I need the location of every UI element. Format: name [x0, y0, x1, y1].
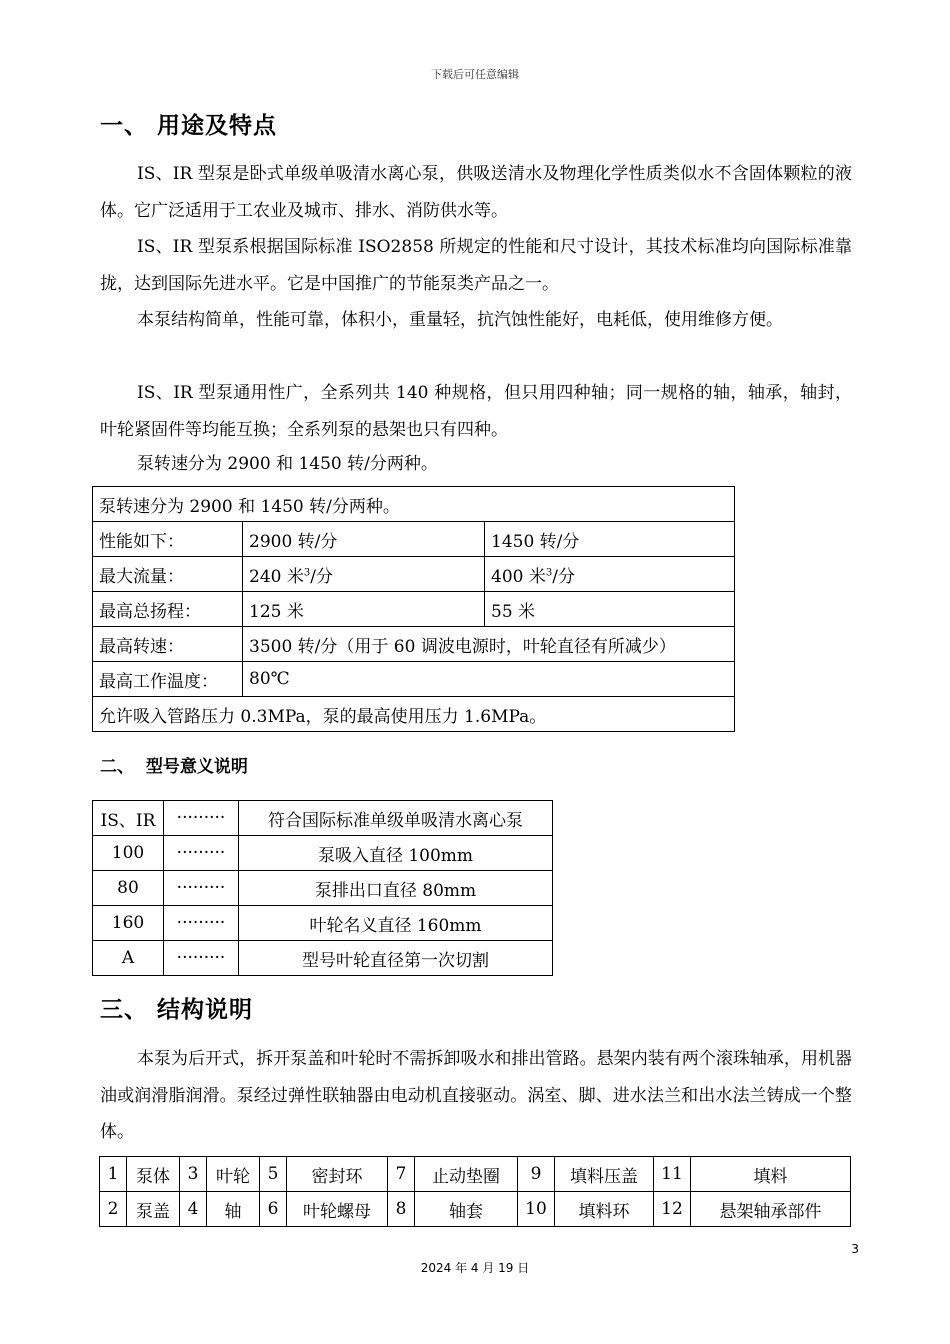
table-row: [93, 662, 735, 697]
table-cell: 9: [518, 1157, 555, 1192]
table-cell: 6: [260, 1192, 287, 1227]
table-cell: 10: [518, 1192, 555, 1227]
cell-text: 240 米: [249, 566, 304, 587]
table-row: [93, 906, 553, 941]
table-row: [93, 592, 735, 627]
table-row: [93, 697, 735, 732]
table-cell: 轴套: [415, 1192, 518, 1227]
table-row: [93, 522, 735, 557]
table-cell: 填料环: [555, 1192, 654, 1227]
table-cell: IS、IR: [93, 801, 164, 836]
table-cell: 160: [93, 906, 164, 941]
table-cell: ·········: [164, 906, 239, 941]
section1-paragraph-3: 本泵结构简单，性能可靠，体积小，重量轻，抗汽蚀性能好，电耗低，使用维修方便。: [137, 310, 783, 330]
page-header: 下载后可任意编辑: [431, 68, 519, 81]
table-cell: 最大流量：: [93, 557, 243, 592]
page-number: 3: [851, 1242, 859, 1256]
table-cell: [243, 557, 485, 592]
table-cell: 密封环: [287, 1157, 388, 1192]
cell-text: /分: [552, 566, 575, 587]
table-row: [93, 487, 735, 522]
table-cell: 100: [93, 836, 164, 871]
footer-date: 2024 年 4 月 19 日: [420, 1261, 530, 1275]
table-cell: 80℃: [243, 662, 735, 697]
table-cell: 5: [260, 1157, 287, 1192]
cell-text: /分: [310, 566, 333, 587]
table-cell: 12: [654, 1192, 691, 1227]
table-cell: ·········: [164, 871, 239, 906]
section3-paragraph: 本泵为后开式，拆开泵盖和叶轮时不需拆卸吸水和排出管路。悬架内装有两个滚珠轴承，用机器油或润滑脂润滑。泵经过弹性联轴器由电动机直接驱动。涡室、脚、进水法兰和出水法兰铸成一个整体。: [100, 1049, 852, 1142]
superscript: 3: [545, 566, 553, 578]
section1-paragraph-4: IS、IR 型泵通用性广，全系列共 140 种规格，但只用四种轴；同一规格的轴，轴承，轴封，叶轮紧固件等均能互换；全系列泵的悬架也只有四种。: [100, 383, 852, 440]
table-cell: 填料压盖: [555, 1157, 654, 1192]
table-cell: 叶轮名义直径 160mm: [239, 906, 553, 941]
section1-paragraph-1: IS、IR 型泵是卧式单级单吸清水离心泵，供吸送清水及物理化学性质类似水不含固体颗粒的液体。它广泛适用于工农业及城市、排水、消防供水等。: [100, 164, 852, 221]
table-cell: ·········: [164, 801, 239, 836]
section1-title: 一、 用途及特点: [100, 113, 278, 139]
table-cell: 性能如下：: [93, 522, 243, 557]
table-row: [100, 1192, 851, 1227]
table-cell: 4: [180, 1192, 207, 1227]
table-cell: 3: [180, 1157, 207, 1192]
table-row: [93, 627, 735, 662]
table-row: [100, 1157, 851, 1192]
table-row: [93, 871, 553, 906]
table-cell: 2900 转/分: [243, 522, 485, 557]
table-cell: 叶轮螺母: [287, 1192, 388, 1227]
table-cell: 泵盖: [127, 1192, 180, 1227]
table-row: [93, 557, 735, 592]
table-cell: 泵吸入直径 100mm: [239, 836, 553, 871]
table-cell: [485, 557, 735, 592]
table-cell: 悬架轴承部件: [691, 1192, 851, 1227]
table-cell: 符合国际标准单级单吸清水离心泵: [239, 801, 553, 836]
performance-table: [92, 486, 735, 732]
table-cell: 型号叶轮直径第一次切割: [239, 941, 553, 976]
table-row: [93, 801, 553, 836]
table-cell: 55 米: [485, 592, 735, 627]
table-cell: 80: [93, 871, 164, 906]
table-cell: 填料: [691, 1157, 851, 1192]
table-cell: 125 米: [243, 592, 485, 627]
table-cell: 最高总扬程：: [93, 592, 243, 627]
section2-title: 二、 型号意义说明: [100, 757, 248, 777]
superscript: 3: [303, 566, 311, 578]
table-cell: 7: [388, 1157, 415, 1192]
table-cell: ·········: [164, 941, 239, 976]
table-row: [93, 836, 553, 871]
table-cell: 泵排出口直径 80mm: [239, 871, 553, 906]
table-cell: 1450 转/分: [485, 522, 735, 557]
section1-paragraph-5: 泵转速分为 2900 和 1450 转/分两种。: [137, 454, 438, 474]
table-cell: 8: [388, 1192, 415, 1227]
table-cell: 止动垫圈: [415, 1157, 518, 1192]
table-cell: 叶轮: [207, 1157, 260, 1192]
table-cell: 2: [100, 1192, 127, 1227]
table-cell: 泵转速分为 2900 和 1450 转/分两种。: [93, 487, 735, 522]
table-cell: ·········: [164, 836, 239, 871]
table-row: [93, 941, 553, 976]
table-cell: 1: [100, 1157, 127, 1192]
section1-paragraph-2: IS、IR 型泵系根据国际标准 ISO2858 所规定的性能和尺寸设计，其技术标准均向国际标准靠拢，达到国际先进水平。它是中国推广的节能泵类产品之一。: [100, 237, 852, 294]
table-cell: 最高工作温度：: [93, 662, 243, 697]
table-cell: 3500 转/分（用于 60 调波电源时，叶轮直径有所减少）: [243, 627, 735, 662]
table-cell: 轴: [207, 1192, 260, 1227]
table-cell: 最高转速：: [93, 627, 243, 662]
model-meaning-table: [92, 800, 553, 976]
table-cell: 允许吸入管路压力 0.3MPa，泵的最高使用压力 1.6MPa。: [93, 697, 735, 732]
table-cell: A: [93, 941, 164, 976]
table-cell: 泵体: [127, 1157, 180, 1192]
parts-table: [99, 1156, 851, 1227]
table-cell: 11: [654, 1157, 691, 1192]
cell-text: 400 米: [491, 566, 546, 587]
section3-title: 三、 结构说明: [100, 997, 254, 1023]
